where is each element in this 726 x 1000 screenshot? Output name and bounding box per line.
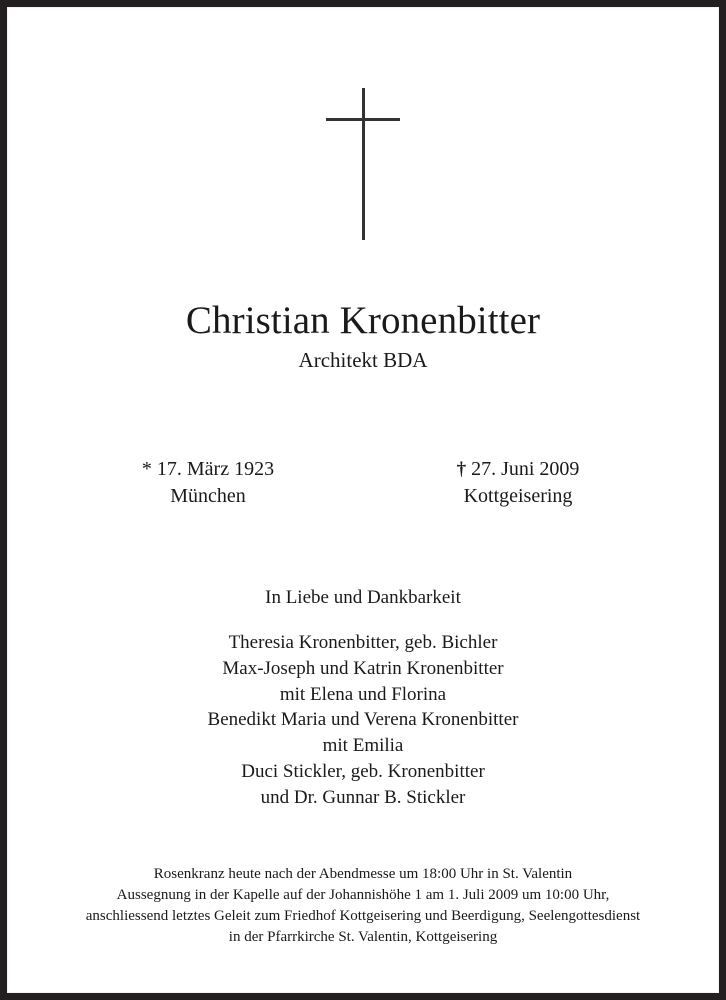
family-member: mit Elena und Florina [279, 683, 447, 705]
obituary-notice-card [7, 7, 719, 993]
dedication-text: In Liebe und Dankbarkeit [265, 587, 461, 608]
dagger-icon: † [456, 459, 467, 480]
family-member: Max-Joseph und Katrin Kronenbitter [222, 657, 504, 679]
birth-marker-icon: * [141, 458, 152, 480]
service-detail-line: Aussegnung in der Kapelle auf der Johannishöhe 1 am 1. Juli 2009 um 10:00 Uhr, [116, 887, 610, 903]
family-list [8, 630, 718, 811]
family-member: Duci Stickler, geb. Kronenbitter [241, 760, 485, 782]
birth-date-block [68, 456, 348, 510]
service-details [32, 864, 694, 948]
cross-bar [326, 118, 400, 121]
name-block [8, 298, 718, 374]
family-member: Benedikt Maria und Verena Kronenbitter [207, 709, 519, 731]
death-date-line [378, 456, 658, 483]
death-date-block [378, 456, 658, 510]
service-detail-line: anschliessend letztes Geleit zum Friedhof Kottgeisering und Beerdigung, Seelengottesdienst [85, 908, 641, 924]
family-member: und Dr. Gunnar B. Stickler [260, 786, 466, 808]
cross-stem [362, 88, 365, 240]
birth-date: 17. März 1923 [156, 458, 275, 480]
birth-place: München [170, 485, 246, 507]
service-detail-line: in der Pfarrkirche St. Valentin, Kottgeisering [228, 929, 498, 945]
service-detail-line: Rosenkranz heute nach der Abendmesse um 18:00 Uhr in St. Valentin [153, 866, 573, 882]
family-member: mit Emilia [322, 735, 404, 757]
deceased-profession: Architekt BDA [298, 348, 428, 372]
latin-cross-icon [8, 88, 718, 248]
deceased-name: Christian Kronenbitter [185, 299, 541, 342]
birth-date-line [68, 456, 348, 483]
family-member: Theresia Kronenbitter, geb. Bichler [228, 632, 498, 653]
death-date: 27. Juni 2009 [471, 458, 580, 480]
life-dates [68, 456, 658, 510]
death-place: Kottgeisering [463, 485, 573, 507]
